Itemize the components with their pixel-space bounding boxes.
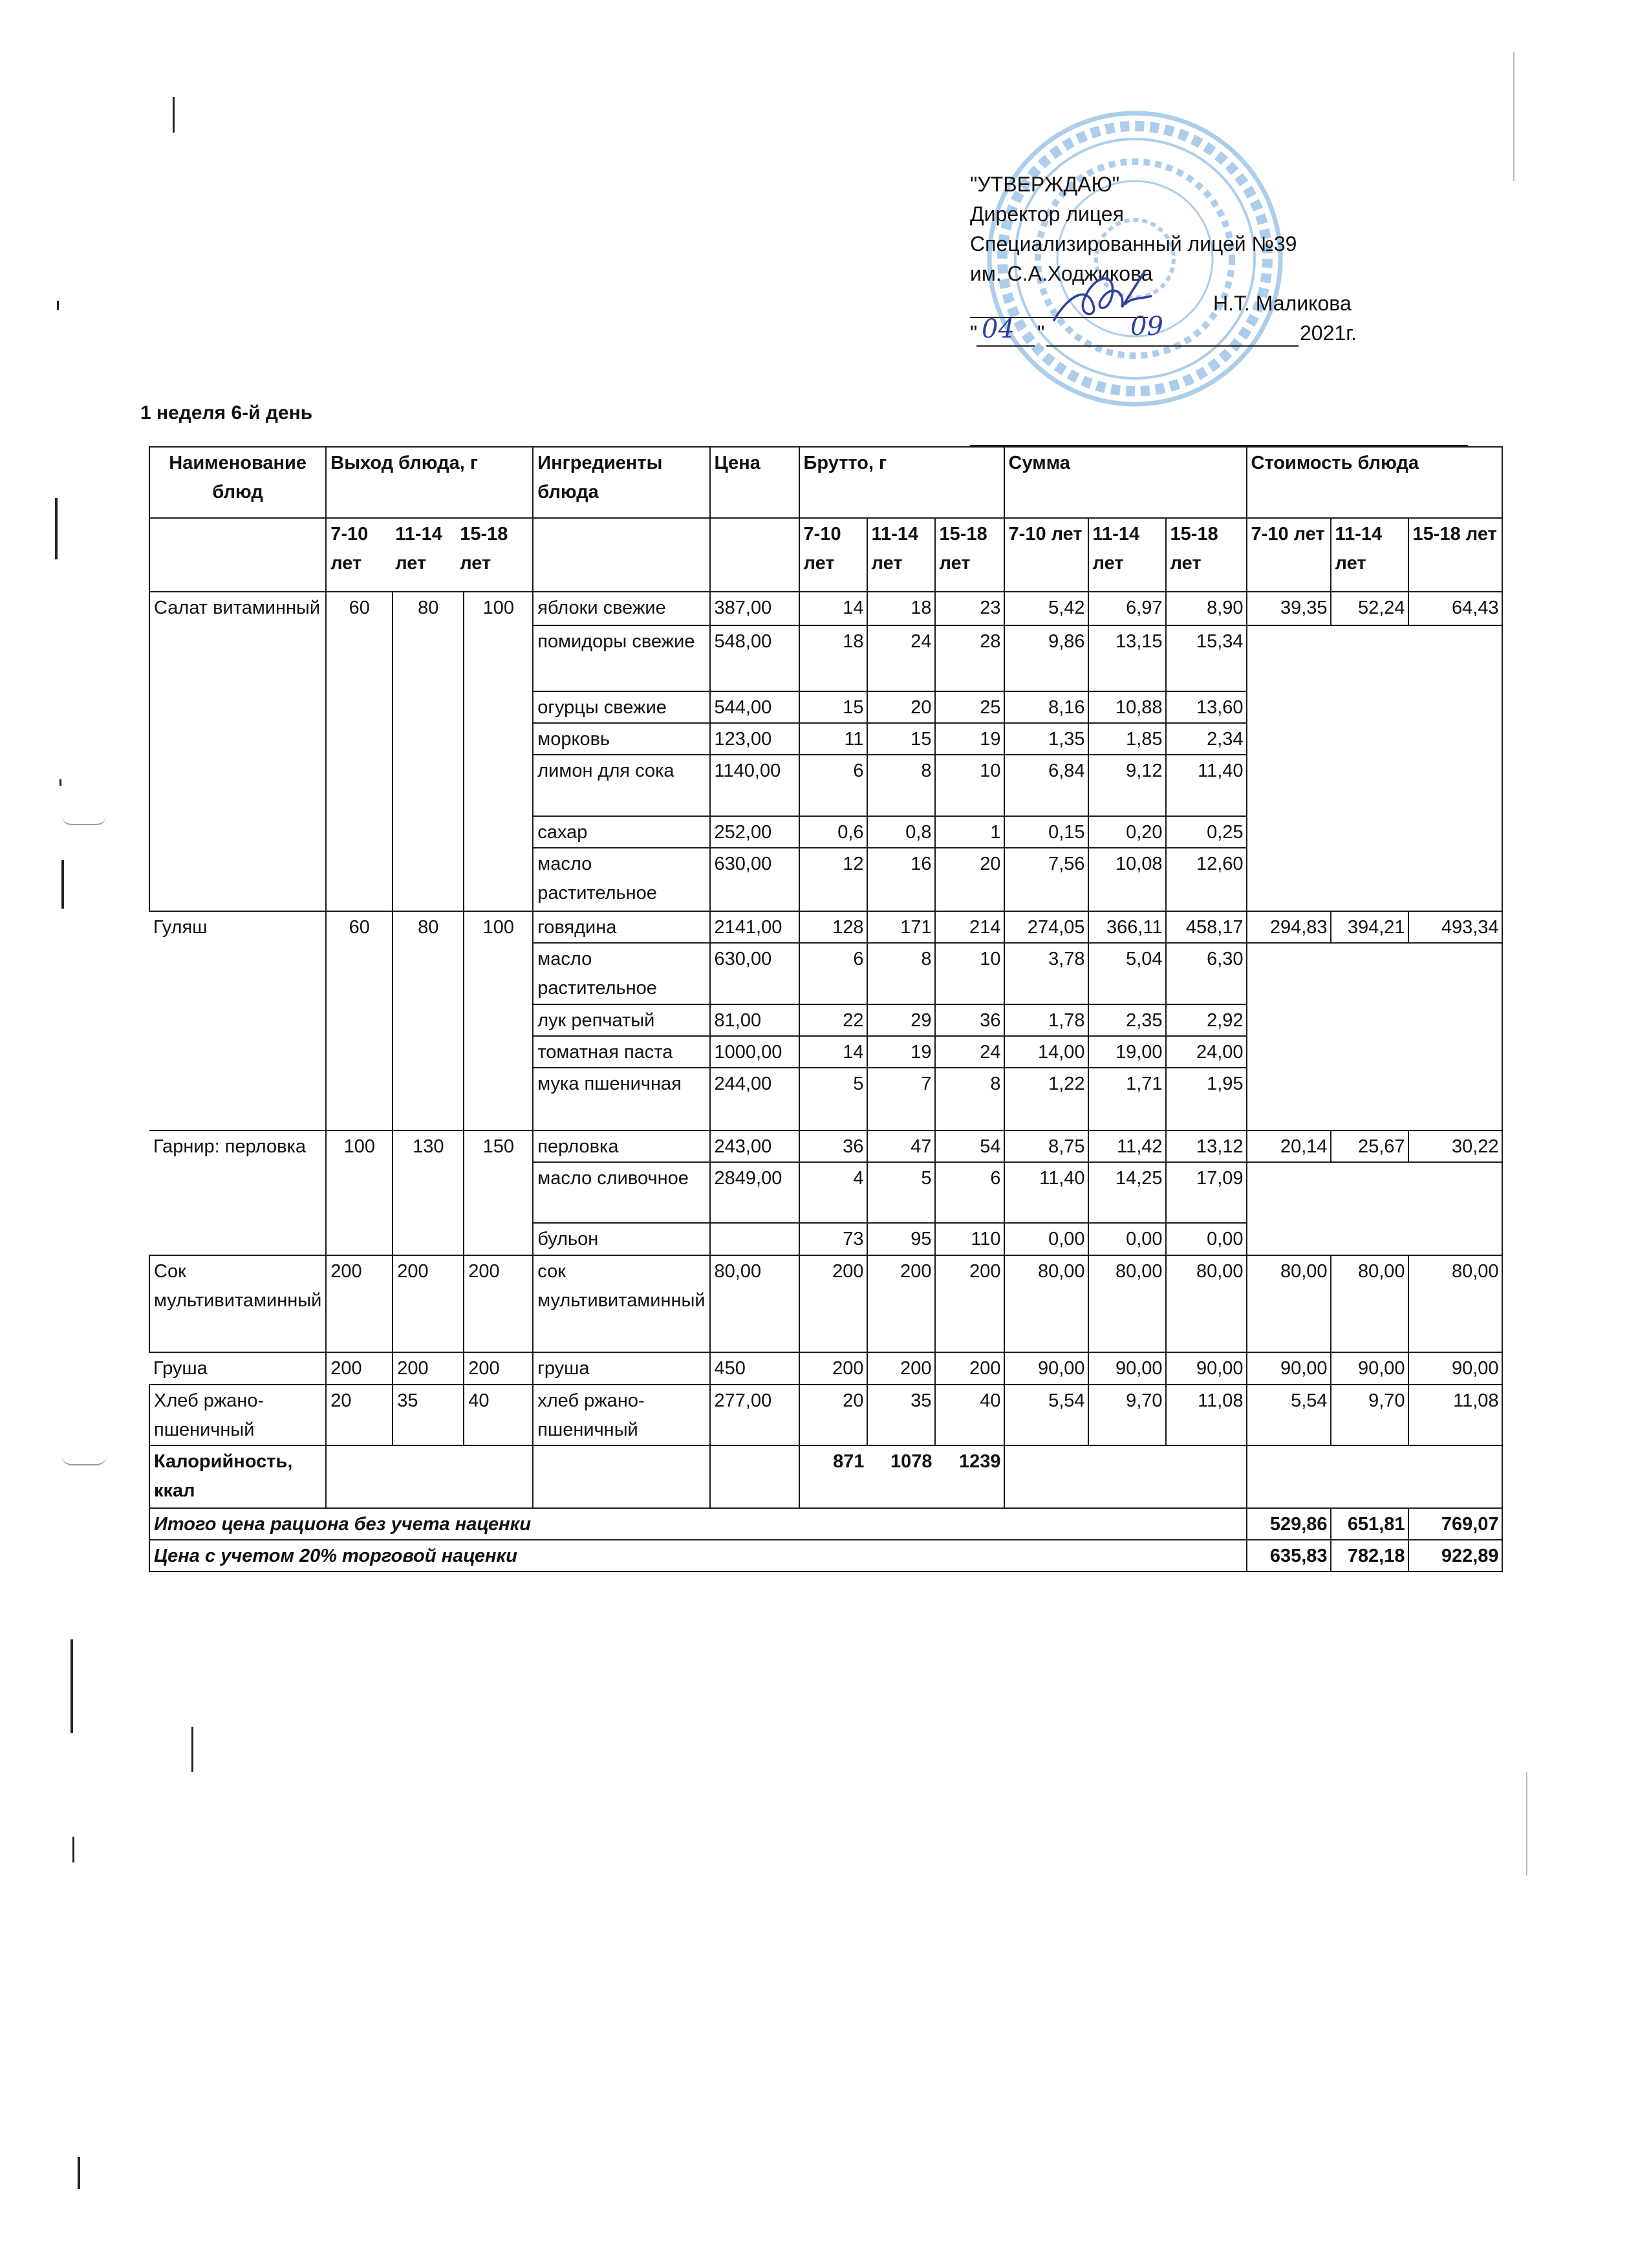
ingredient-sum: 1,22 <box>1004 1068 1088 1130</box>
calories-value: 1239 <box>935 1445 1004 1508</box>
ingredient-gross: 128 <box>799 911 867 943</box>
ingredient-sum: 11,08 <box>1166 1385 1247 1445</box>
total-value: 651,81 <box>1331 1508 1408 1540</box>
ingredient-name: масло растительное <box>533 848 709 911</box>
ingredient-price: 252,00 <box>710 816 799 848</box>
ingredient-name: мука пшеничная <box>533 1068 709 1130</box>
ingredient-gross: 0,8 <box>867 816 935 848</box>
ingredient-gross: 40 <box>935 1385 1004 1445</box>
ingredient-gross: 24 <box>867 625 935 691</box>
ingredient-sum: 90,00 <box>1088 1352 1166 1385</box>
approval-position: Директор лицея <box>970 202 1124 226</box>
header-dish-name: Наименование блюд <box>149 447 326 518</box>
ingredient-sum: 80,00 <box>1166 1255 1247 1352</box>
header-price: Цена <box>710 447 799 518</box>
dish-name: Гуляш <box>149 911 326 1130</box>
total-value: 782,18 <box>1331 1540 1408 1571</box>
dish-yield: 40 <box>464 1385 533 1445</box>
ingredient-gross: 200 <box>799 1255 867 1352</box>
ingredient-gross: 73 <box>799 1223 867 1255</box>
ingredient-name: масло растительное <box>533 943 709 1004</box>
dish-yield: 100 <box>326 1130 393 1255</box>
ingredient-sum: 5,04 <box>1088 943 1166 1004</box>
ingredient-gross: 1 <box>935 816 1004 848</box>
cost-age-group: 11-14 лет <box>1331 518 1408 592</box>
gross-age-group: 15-18 лет <box>935 518 1004 592</box>
total-value: 529,86 <box>1247 1508 1331 1540</box>
dish-cost: 80,00 <box>1408 1255 1502 1352</box>
scan-mark <box>173 97 175 133</box>
dish-yield: 200 <box>326 1255 393 1352</box>
ingredient-sum: 10,08 <box>1088 848 1166 911</box>
total-label: Цена с учетом 20% торговой наценки <box>149 1540 1247 1571</box>
calories-sum-blank <box>1004 1445 1247 1508</box>
header-ingredients: Ингредиенты блюда <box>533 447 709 518</box>
ingredient-name: говядина <box>533 911 709 943</box>
ingredient-gross: 54 <box>935 1130 1004 1162</box>
ingredient-gross: 22 <box>799 1004 867 1036</box>
approval-heading: "УТВЕРЖДАЮ" <box>970 173 1120 196</box>
ingredient-sum: 0,15 <box>1004 816 1088 848</box>
ingredient-name: томатная паста <box>533 1036 709 1068</box>
ingredient-price: 1140,00 <box>710 755 799 816</box>
ingredient-gross: 8 <box>867 755 935 816</box>
approval-named-after: им. С.А.Ходжикова <box>970 262 1153 285</box>
dish-cost: 80,00 <box>1331 1255 1408 1352</box>
dish-yield: 100 <box>464 592 533 911</box>
ingredient-gross: 12 <box>799 848 867 911</box>
dish-name: Сок мультивитаминный <box>149 1255 326 1352</box>
date-year: 2021г. <box>1300 321 1357 345</box>
ingredient-sum: 15,34 <box>1166 625 1247 691</box>
dish-yield: 35 <box>393 1385 464 1445</box>
dish-cost-blank <box>1247 625 1502 911</box>
date-open-quote: " <box>970 321 978 345</box>
ingredient-gross: 20 <box>935 848 1004 911</box>
calories-label: Калорийность, ккал <box>149 1445 326 1508</box>
ingredient-gross: 35 <box>867 1385 935 1445</box>
ingredient-gross: 20 <box>867 691 935 723</box>
yield-age-group: 15-18 лет <box>460 524 508 574</box>
header-gross: Брутто, г <box>799 447 1004 518</box>
ingredient-price: 243,00 <box>710 1130 799 1162</box>
dish-cost-blank <box>1247 943 1502 1130</box>
dish-yield: 60 <box>326 911 393 1130</box>
ingredient-sum: 11,42 <box>1088 1130 1166 1162</box>
ingredient-gross: 24 <box>935 1036 1004 1068</box>
ingredient-sum: 1,78 <box>1004 1004 1088 1036</box>
dish-cost: 394,21 <box>1331 911 1408 943</box>
dish-cost-blank <box>1247 1162 1502 1255</box>
ingredient-gross: 6 <box>799 755 867 816</box>
ingredient-row <box>149 1352 1502 1385</box>
ingredient-sum: 5,42 <box>1004 592 1088 625</box>
ingredient-row <box>149 1385 1502 1445</box>
scan-mark <box>61 1455 107 1465</box>
ingredient-gross: 6 <box>799 943 867 1004</box>
ingredient-name: яблоки свежие <box>533 592 709 625</box>
ingredient-sum: 2,35 <box>1088 1004 1166 1036</box>
ingredient-name: морковь <box>533 723 709 755</box>
dish-cost: 90,00 <box>1247 1352 1331 1385</box>
ingredient-sum: 0,00 <box>1004 1223 1088 1255</box>
ingredient-sum: 8,16 <box>1004 691 1088 723</box>
ingredient-row <box>149 1255 1502 1352</box>
ingredient-gross: 214 <box>935 911 1004 943</box>
ingredient-price: 2141,00 <box>710 911 799 943</box>
ingredient-name: лук репчатый <box>533 1004 709 1036</box>
ingredient-gross: 18 <box>799 625 867 691</box>
ingredient-sum: 366,11 <box>1088 911 1166 943</box>
ingredient-gross: 4 <box>799 1162 867 1223</box>
ingredient-sum: 8,90 <box>1166 592 1247 625</box>
dish-cost: 20,14 <box>1247 1130 1331 1162</box>
ingredient-gross: 8 <box>935 1068 1004 1130</box>
ingredient-name: перловка <box>533 1130 709 1162</box>
cost-age-group: 15-18 лет <box>1408 518 1502 592</box>
ingredient-sum: 13,15 <box>1088 625 1166 691</box>
total-value: 769,07 <box>1408 1508 1502 1540</box>
ingredient-sum: 2,34 <box>1166 723 1247 755</box>
ingredient-sum: 6,97 <box>1088 592 1166 625</box>
ingredient-name: бульон <box>533 1223 709 1255</box>
scan-mark <box>61 860 64 909</box>
gross-age-group: 7-10 лет <box>799 518 867 592</box>
ingredient-name: помидоры свежие <box>533 625 709 691</box>
ingredient-price: 544,00 <box>710 691 799 723</box>
header-dish-cost: Стоимость блюда <box>1247 447 1502 518</box>
scan-mark <box>61 815 107 825</box>
age-blank-cell <box>710 518 799 592</box>
ingredient-price: 80,00 <box>710 1255 799 1352</box>
ingredient-price: 244,00 <box>710 1068 799 1130</box>
ingredient-price: 450 <box>710 1352 799 1385</box>
dish-yield: 200 <box>393 1255 464 1352</box>
dish-yield: 100 <box>464 911 533 1130</box>
dish-cost: 30,22 <box>1408 1130 1502 1162</box>
ingredient-gross: 95 <box>867 1223 935 1255</box>
ingredient-gross: 200 <box>935 1352 1004 1385</box>
ingredient-gross: 28 <box>935 625 1004 691</box>
ingredient-sum: 90,00 <box>1004 1352 1088 1385</box>
sum-age-group: 11-14 лет <box>1088 518 1166 592</box>
total-value: 922,89 <box>1408 1540 1502 1571</box>
dish-name: Салат витаминный <box>149 592 326 911</box>
calories-row <box>149 1445 1502 1508</box>
ingredient-sum: 14,25 <box>1088 1162 1166 1223</box>
dish-cost: 25,67 <box>1331 1130 1408 1162</box>
ingredient-sum: 9,70 <box>1088 1385 1166 1445</box>
yield-age-group: 7-10 лет <box>330 524 369 574</box>
ingredient-sum: 11,40 <box>1166 755 1247 816</box>
dish-yield: 200 <box>464 1352 533 1385</box>
scan-mark <box>1513 52 1514 181</box>
dish-yield: 200 <box>393 1352 464 1385</box>
ingredient-price: 548,00 <box>710 625 799 691</box>
age-group-row <box>149 518 1502 592</box>
dish-name: Хлеб ржано-пшеничный <box>149 1385 326 1445</box>
ingredient-price: 630,00 <box>710 943 799 1004</box>
date-month: 09 <box>1130 312 1163 341</box>
ingredient-sum: 7,56 <box>1004 848 1088 911</box>
ingredient-sum: 14,00 <box>1004 1036 1088 1068</box>
scan-mark <box>57 301 59 310</box>
gross-age-group: 11-14 лет <box>867 518 935 592</box>
ingredient-gross: 23 <box>935 592 1004 625</box>
dish-cost: 90,00 <box>1331 1352 1408 1385</box>
ingredient-gross: 25 <box>935 691 1004 723</box>
scan-mark <box>70 1639 73 1733</box>
dish-yield: 20 <box>326 1385 393 1445</box>
dish-yield: 200 <box>326 1352 393 1385</box>
ingredient-sum: 0,20 <box>1088 816 1166 848</box>
dish-yield: 80 <box>393 592 464 911</box>
menu-cost-table <box>149 446 1503 1572</box>
dish-cost: 11,08 <box>1408 1385 1502 1445</box>
ingredient-gross: 7 <box>867 1068 935 1130</box>
dish-cost: 493,34 <box>1408 911 1502 943</box>
ingredient-sum: 9,86 <box>1004 625 1088 691</box>
ingredient-gross: 20 <box>799 1385 867 1445</box>
header-row <box>149 447 1502 518</box>
ingredient-name: сахар <box>533 816 709 848</box>
ingredient-sum: 6,84 <box>1004 755 1088 816</box>
ingredient-sum: 2,92 <box>1166 1004 1247 1036</box>
dish-cost: 90,00 <box>1408 1352 1502 1385</box>
ingredient-gross: 36 <box>799 1130 867 1162</box>
ingredient-price <box>710 1223 799 1255</box>
ingredient-gross: 16 <box>867 848 935 911</box>
ingredient-gross: 15 <box>867 723 935 755</box>
ingredient-name: масло сливочное <box>533 1162 709 1223</box>
ingredient-sum: 0,00 <box>1088 1223 1166 1255</box>
calories-price-blank <box>710 1445 799 1508</box>
day-underline <box>976 345 1035 347</box>
dish-cost: 9,70 <box>1331 1385 1408 1445</box>
ingredient-price: 387,00 <box>710 592 799 625</box>
age-blank-cell <box>533 518 709 592</box>
cost-age-group: 7-10 лет <box>1247 518 1331 592</box>
dish-cost: 5,54 <box>1247 1385 1331 1445</box>
ingredient-sum: 0,00 <box>1166 1223 1247 1255</box>
ingredient-gross: 6 <box>935 1162 1004 1223</box>
sum-age-group: 15-18 лет <box>1166 518 1247 592</box>
calories-cost-blank <box>1247 1445 1502 1508</box>
ingredient-sum: 1,85 <box>1088 723 1166 755</box>
ingredient-gross: 110 <box>935 1223 1004 1255</box>
approval-organization: Специализированный лицей №39 <box>970 232 1297 255</box>
ingredient-name: сок мультивитаминный <box>533 1255 709 1352</box>
calories-yield-blank <box>326 1445 533 1508</box>
date-close-quote: " <box>1037 321 1045 345</box>
ingredient-sum: 3,78 <box>1004 943 1088 1004</box>
header-sum: Сумма <box>1004 447 1247 518</box>
ingredient-gross: 14 <box>799 592 867 625</box>
ingredient-gross: 5 <box>799 1068 867 1130</box>
dish-yield: 150 <box>464 1130 533 1255</box>
ingredient-sum: 5,54 <box>1004 1385 1088 1445</box>
ingredient-gross: 8 <box>867 943 935 1004</box>
ingredient-sum: 6,30 <box>1166 943 1247 1004</box>
ingredient-price: 2849,00 <box>710 1162 799 1223</box>
dish-cost: 294,83 <box>1247 911 1331 943</box>
ingredient-sum: 17,09 <box>1166 1162 1247 1223</box>
ingredient-gross: 200 <box>799 1352 867 1385</box>
ingredient-name: лимон для сока <box>533 755 709 816</box>
ingredient-row <box>149 592 1502 625</box>
ingredient-sum: 19,00 <box>1088 1036 1166 1068</box>
ingredient-gross: 47 <box>867 1130 935 1162</box>
ingredient-gross: 18 <box>867 592 935 625</box>
menu-day-title: 1 неделя 6-й день <box>140 402 313 424</box>
ingredient-gross: 11 <box>799 723 867 755</box>
dish-yield: 200 <box>464 1255 533 1352</box>
dish-yield: 60 <box>326 592 393 911</box>
ingredient-name: огурцы свежие <box>533 691 709 723</box>
dish-yield: 130 <box>393 1130 464 1255</box>
ingredient-sum: 80,00 <box>1004 1255 1088 1352</box>
dish-yield: 80 <box>393 911 464 1130</box>
ingredient-gross: 200 <box>867 1352 935 1385</box>
ingredient-sum: 80,00 <box>1088 1255 1166 1352</box>
ingredient-sum: 12,60 <box>1166 848 1247 911</box>
ingredient-row <box>149 911 1502 943</box>
calories-ingredient-blank <box>533 1445 709 1508</box>
ingredient-price: 1000,00 <box>710 1036 799 1068</box>
calories-value: 1078 <box>867 1445 935 1508</box>
ingredient-sum: 458,17 <box>1166 911 1247 943</box>
ingredient-price: 277,00 <box>710 1385 799 1445</box>
ingredient-gross: 19 <box>935 723 1004 755</box>
ingredient-price: 81,00 <box>710 1004 799 1036</box>
sum-age-group: 7-10 лет <box>1004 518 1088 592</box>
director-name: Н.Т. Маликова <box>1213 292 1352 315</box>
director-signature <box>1048 259 1164 330</box>
ingredient-sum: 0,25 <box>1166 816 1247 848</box>
dish-cost: 39,35 <box>1247 592 1331 625</box>
ingredient-gross: 10 <box>935 755 1004 816</box>
ingredient-gross: 5 <box>867 1162 935 1223</box>
ingredient-gross: 14 <box>799 1036 867 1068</box>
ingredient-gross: 29 <box>867 1004 935 1036</box>
ingredient-gross: 200 <box>935 1255 1004 1352</box>
scan-mark <box>1526 1772 1527 1875</box>
dish-cost: 52,24 <box>1331 592 1408 625</box>
dish-cost: 80,00 <box>1247 1255 1331 1352</box>
ingredient-sum: 13,60 <box>1166 691 1247 723</box>
ingredient-sum: 274,05 <box>1004 911 1088 943</box>
ingredient-row <box>149 1130 1502 1162</box>
ingredient-sum: 9,12 <box>1088 755 1166 816</box>
date-day: 04 <box>982 314 1015 344</box>
ingredient-gross: 200 <box>867 1255 935 1352</box>
total-label: Итого цена рациона без учета наценки <box>149 1508 1247 1540</box>
total-value: 635,83 <box>1247 1540 1331 1571</box>
age-blank-cell <box>149 518 326 592</box>
yield-age-group: 11-14 лет <box>395 524 442 574</box>
dish-name: Гарнир: перловка <box>149 1130 326 1255</box>
ingredient-name: хлеб ржано-пшеничный <box>533 1385 709 1445</box>
scan-mark <box>72 1837 74 1863</box>
ingredient-sum: 13,12 <box>1166 1130 1247 1162</box>
ingredient-price: 630,00 <box>710 848 799 911</box>
ingredient-sum: 11,40 <box>1004 1162 1088 1223</box>
dish-name: Груша <box>149 1352 326 1385</box>
yield-age-groups <box>326 518 533 592</box>
total-row <box>149 1508 1502 1540</box>
ingredient-gross: 15 <box>799 691 867 723</box>
calories-value: 871 <box>799 1445 867 1508</box>
ingredient-sum: 10,88 <box>1088 691 1166 723</box>
ingredient-sum: 1,71 <box>1088 1068 1166 1130</box>
ingredient-gross: 36 <box>935 1004 1004 1036</box>
ingredient-gross: 19 <box>867 1036 935 1068</box>
ingredient-sum: 8,75 <box>1004 1130 1088 1162</box>
ingredient-sum: 90,00 <box>1166 1352 1247 1385</box>
scan-mark <box>78 2157 80 2189</box>
ingredient-gross: 10 <box>935 943 1004 1004</box>
ingredient-gross: 0,6 <box>799 816 867 848</box>
ingredient-gross: 171 <box>867 911 935 943</box>
dish-cost: 64,43 <box>1408 592 1502 625</box>
ingredient-name: груша <box>533 1352 709 1385</box>
ingredient-sum: 24,00 <box>1166 1036 1247 1068</box>
total-row <box>149 1540 1502 1571</box>
month-underline <box>1046 345 1299 347</box>
scan-mark <box>55 498 58 559</box>
ingredient-sum: 1,95 <box>1166 1068 1247 1130</box>
scan-mark <box>191 1727 193 1772</box>
ingredient-sum: 1,35 <box>1004 723 1088 755</box>
header-yield: Выход блюда, г <box>326 447 533 518</box>
scan-mark <box>59 779 61 786</box>
ingredient-price: 123,00 <box>710 723 799 755</box>
